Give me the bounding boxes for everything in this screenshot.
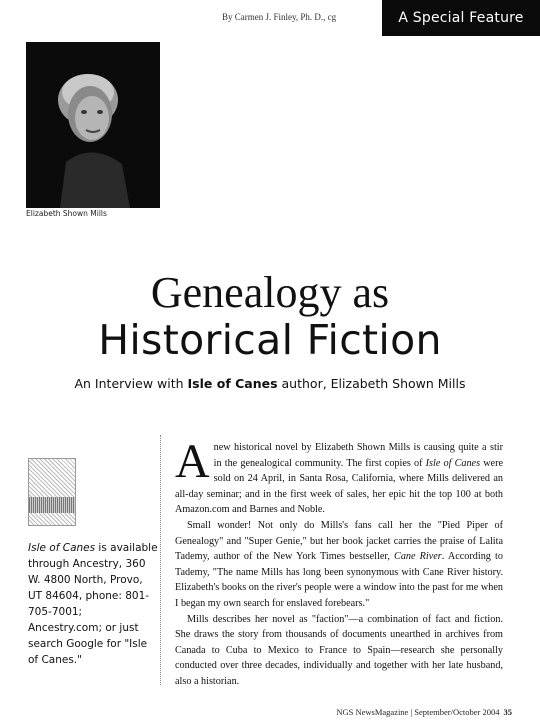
paragraph-1-text-c: were sold on 24 April, in Santa Rosa, California, where Mills delivered an all-day seminar; and in the first week of sales, her epic hit the top 100 at both Amazon.com and Barnes and Noble. [175, 457, 503, 516]
subtitle-book-title: Isle of Canes [187, 376, 278, 391]
byline: By Carmen J. Finley, Ph. D., cg [222, 12, 337, 22]
portrait-caption: Elizabeth Shown Mills [26, 209, 107, 218]
page-footer [336, 707, 512, 717]
article-paragraph-3: Mills describes her novel as "faction"—a combination of fact and fiction. She draws the story from thousands of documents unearthed in archives from Canada to Cuba to Mexico to France to Spain—research she personally conducted over three decades, individually and together with her late husband, also a historian. [175, 613, 503, 687]
article-title-line-1: Genealogy as [150, 268, 390, 317]
sidebar-availability-note [28, 540, 158, 668]
book-cover-thumbnail [28, 458, 76, 526]
drop-cap: A [175, 435, 210, 488]
portrait-illustration [26, 42, 160, 208]
column-divider [160, 435, 162, 685]
paragraph-2-text-c: . According to Tademy, "The name Mills has long been synonymous with Cane River history. Elizabeth's books on the river's people were a window into the past for me when I began my own search for enslaved forebears." [175, 551, 503, 609]
sidebar-book-title: Isle of Canes [28, 542, 96, 554]
author-portrait-photo [26, 42, 160, 208]
paragraph-1-text-a: new historical novel by Elizabeth Shown Mills is causing quite a stir in the genealogical community. The first copies of [213, 442, 503, 469]
paragraph-2-text-a: Small wonder! Not only do Mills's fans call her the "Pied Piper of Genealogy" and "Super Genie," but her book jacket carries the praise of Lalita Tademy, author of the New York Times bestseller, [175, 519, 503, 563]
subtitle-suffix: author, Elizabeth Shown Mills [277, 376, 466, 391]
page-number: 35 [503, 707, 512, 717]
footer-publication: NGS NewsMagazine | September/October 2004 [336, 707, 500, 717]
article-body [175, 435, 503, 690]
article-paragraph-1 [175, 435, 503, 518]
article-paragraph-2 [175, 518, 503, 612]
paragraph-2-book-title: Cane River [394, 551, 442, 563]
article-subtitle [0, 376, 540, 391]
sidebar-note-text: is available through Ancestry, 360 W. 4800 North, Provo, UT 84604, phone: 801-705-7001; Ancestry.com; or just search Google for "Isle of Canes." [28, 542, 158, 666]
special-feature-banner: A Special Feature [382, 0, 540, 36]
subtitle-prefix: An Interview with [74, 376, 188, 391]
article-title-line-2: Historical Fiction [98, 316, 442, 364]
paragraph-1-book-title: Isle of Canes [425, 457, 481, 469]
